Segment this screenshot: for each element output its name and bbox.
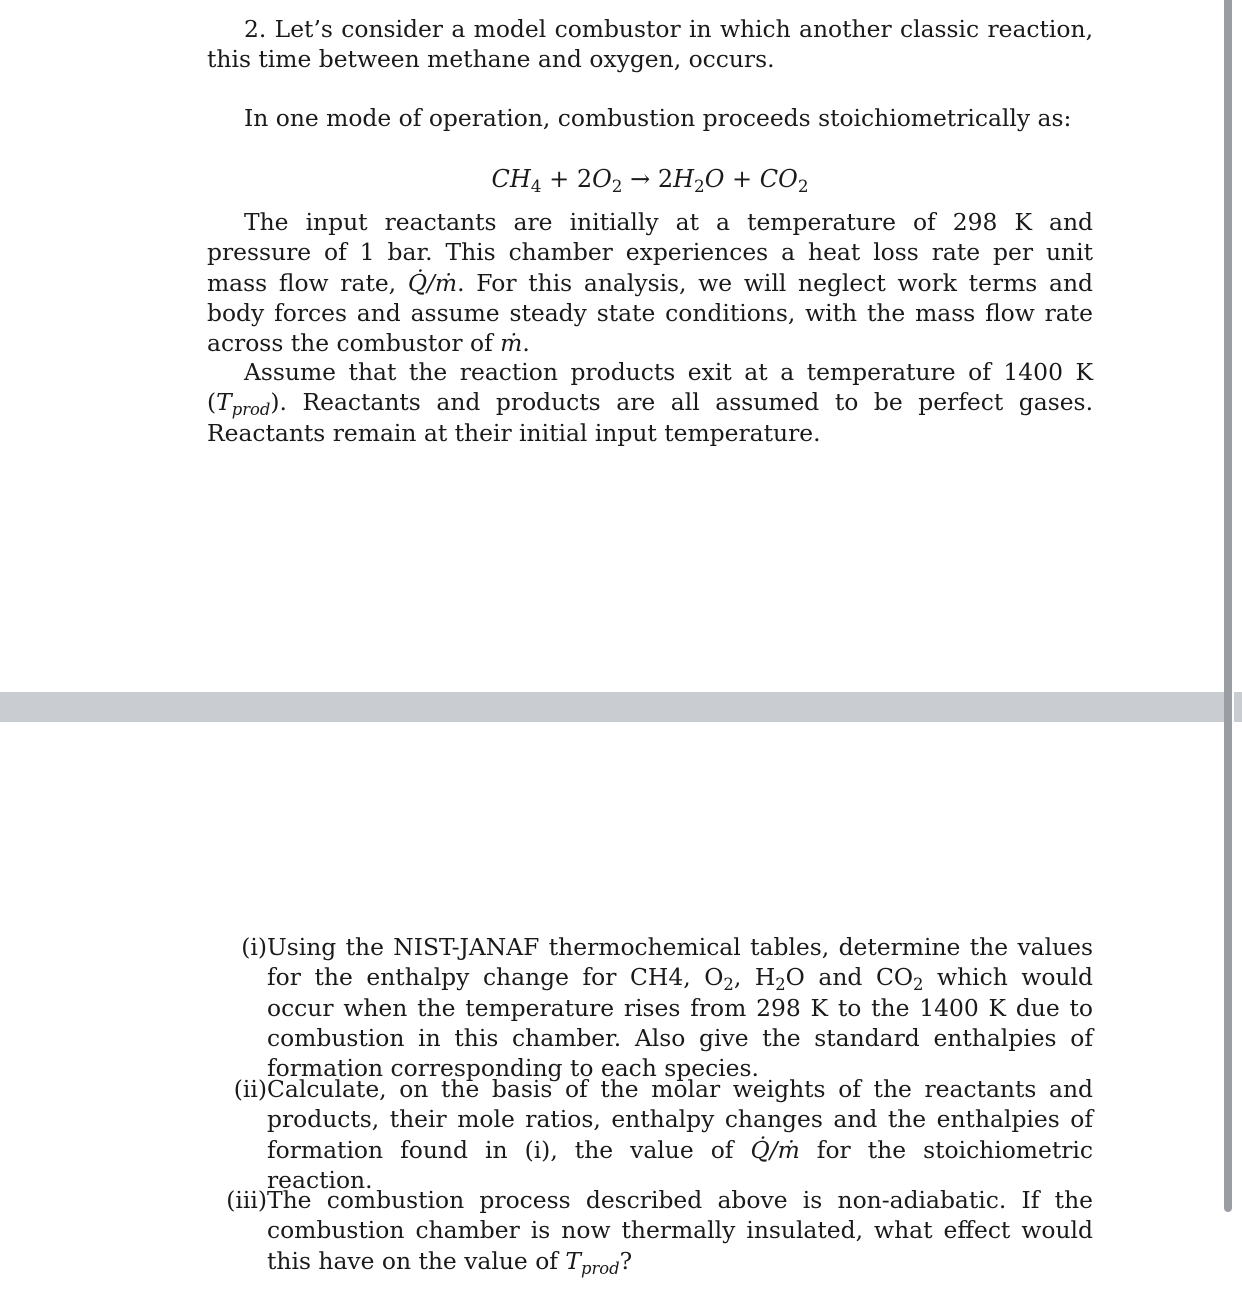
question-label: (ii) bbox=[233, 1075, 267, 1103]
question-text: The combustion process described above is non-adiabatic. If the combustion chamber is now thermally insulated, what effect would this have on the value of $T_{prod}$? bbox=[267, 1186, 1093, 1278]
problem-intro: 2. Let’s consider a model combustor in which another classic reaction, this time between methane and oxygen, occurs. bbox=[207, 15, 1093, 74]
conditions-paragraph: The input reactants are initially at a temperature of 298 K and pressure of 1 bar. This chamber experiences a heat loss rate per unit mass flow rate, Q̇/ṁ. For this analysis, we will neglect work terms and body forces and assume steady state conditions, with the mass flow rate across the combustor of ṁ. bbox=[207, 208, 1093, 358]
mass-flow-symbol: ṁ bbox=[500, 329, 523, 358]
page-divider bbox=[0, 692, 1242, 722]
scrollbar-thumb[interactable] bbox=[1224, 0, 1232, 1212]
assumptions-paragraph: Assume that the reaction products exit at a temperature of 1400 K $(T_{prod})$. Reactants and products are all assumed to be perfect gases. Reactants remain at their initial input temperature. bbox=[207, 358, 1093, 447]
question-text: Calculate, on the basis of the molar weights of the reactants and products, their mole ratios, enthalpy changes and the enthalpies of formation found in (i), the value of Q̇/ṁ for the stoichiometric reaction. bbox=[267, 1075, 1093, 1194]
question-label: (iii) bbox=[226, 1186, 267, 1214]
question-text: Using the NIST-JANAF thermochemical tables, determine the values for the enthalpy change for CH4, $O_2$, $H_2O$ and $CO_2$ which would occur when the temperature rises from 298 K to the 1400 K due to combustion in this chamber. Also give the standard enthalpies of formation corresponding to each species. bbox=[267, 933, 1093, 1083]
question-label: (i) bbox=[241, 933, 267, 961]
operation-mode-text: In one mode of operation, combustion proceeds stoichiometrically as: bbox=[244, 104, 1072, 132]
reaction-equation: $CH_4 + 2O_2 \to 2H_2O + CO_2$ bbox=[491, 165, 809, 197]
heat-loss-symbol: Q̇/ṁ bbox=[407, 268, 458, 297]
